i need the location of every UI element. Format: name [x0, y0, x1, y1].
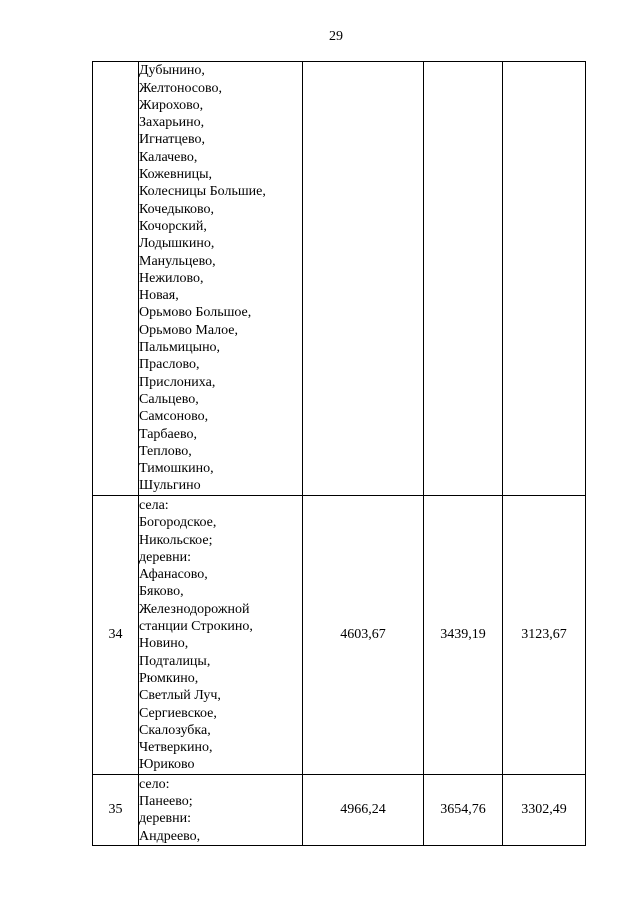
settlement-name: Тарбаево,: [139, 426, 197, 442]
settlement-name: Праслово,: [139, 357, 200, 373]
settlement-name: станции Строкино,: [139, 619, 253, 635]
settlement-name: Подталицы,: [139, 653, 211, 669]
value-cell-3: 3123,67: [503, 496, 586, 775]
row-number-cell: 35: [93, 774, 139, 845]
tariff-table: [92, 61, 586, 846]
settlement-name: Теплово,: [139, 443, 192, 459]
settlement-names-cell: [139, 774, 303, 845]
row-number-cell: [93, 62, 139, 496]
settlement-name: Дубынино,: [139, 63, 205, 79]
settlement-name: Игнатцево,: [139, 132, 206, 148]
settlement-name: село:: [139, 776, 170, 792]
settlement-name: Афанасово,: [139, 567, 208, 583]
settlement-name: Орьмово Малое,: [139, 322, 239, 338]
value-cell-3: [503, 62, 586, 496]
settlement-name: Лодышкино,: [139, 236, 215, 252]
settlement-name: Нежилово,: [139, 270, 204, 286]
settlement-name: Пальмицыно,: [139, 340, 221, 356]
settlement-name: Рюмкино,: [139, 670, 199, 686]
settlement-name: Сальцево,: [139, 391, 199, 407]
settlement-name: Светлый Луч,: [139, 688, 221, 704]
settlement-name: Железнодорожной: [139, 601, 250, 617]
settlement-name: Самсоново,: [139, 409, 209, 425]
settlement-name: Прислониха,: [139, 374, 216, 390]
value-cell-2: 3654,76: [424, 774, 503, 845]
settlement-name: села:: [139, 498, 169, 513]
settlement-name: Тимошкино,: [139, 461, 214, 477]
value-cell-1: [303, 62, 424, 496]
settlement-name: Никольское;: [139, 532, 213, 548]
settlement-name: Колесницы Большие,: [139, 184, 266, 200]
settlement-names-cell: [139, 496, 303, 775]
settlement-name: Орьмово Большое,: [139, 305, 252, 321]
settlement-name: Калачево,: [139, 149, 198, 165]
table-body: [93, 62, 586, 846]
value-cell-2: 3439,19: [424, 496, 503, 775]
settlement-name: Жирохово,: [139, 97, 204, 113]
settlement-name: Желтоносово,: [139, 80, 223, 96]
settlement-name: Манульцево,: [139, 253, 216, 269]
value-cell-2: [424, 62, 503, 496]
table-row: [93, 774, 586, 845]
settlement-name: Кочорский,: [139, 218, 207, 234]
settlement-name: Панеево;: [139, 794, 193, 810]
settlement-name: Юриково: [139, 757, 195, 773]
settlement-name: Андреево,: [139, 828, 201, 844]
settlement-name: Богородское,: [139, 515, 217, 531]
settlement-name: деревни:: [139, 811, 192, 827]
settlement-name: Скалозубка,: [139, 722, 211, 738]
settlement-name: Новая,: [139, 288, 179, 304]
value-cell-1: 4603,67: [303, 496, 424, 775]
settlement-name: Кочедыково,: [139, 201, 214, 217]
settlement-name: Новино,: [139, 636, 189, 652]
table-row: [93, 496, 586, 775]
table-row: [93, 62, 586, 496]
page-number: 29: [329, 29, 343, 44]
settlement-name: Четверкино,: [139, 740, 213, 756]
value-cell-1: 4966,24: [303, 774, 424, 845]
settlement-name: Захарьино,: [139, 115, 205, 131]
settlement-name: Шульгино: [139, 478, 201, 494]
settlement-name: Сергиевское,: [139, 705, 217, 721]
settlement-name: деревни:: [139, 549, 192, 565]
value-cell-3: 3302,49: [503, 774, 586, 845]
settlement-names-cell: [139, 62, 303, 496]
settlement-name: Кожевницы,: [139, 167, 212, 183]
row-number-cell: 34: [93, 496, 139, 775]
settlement-name: Бяково,: [139, 584, 184, 600]
